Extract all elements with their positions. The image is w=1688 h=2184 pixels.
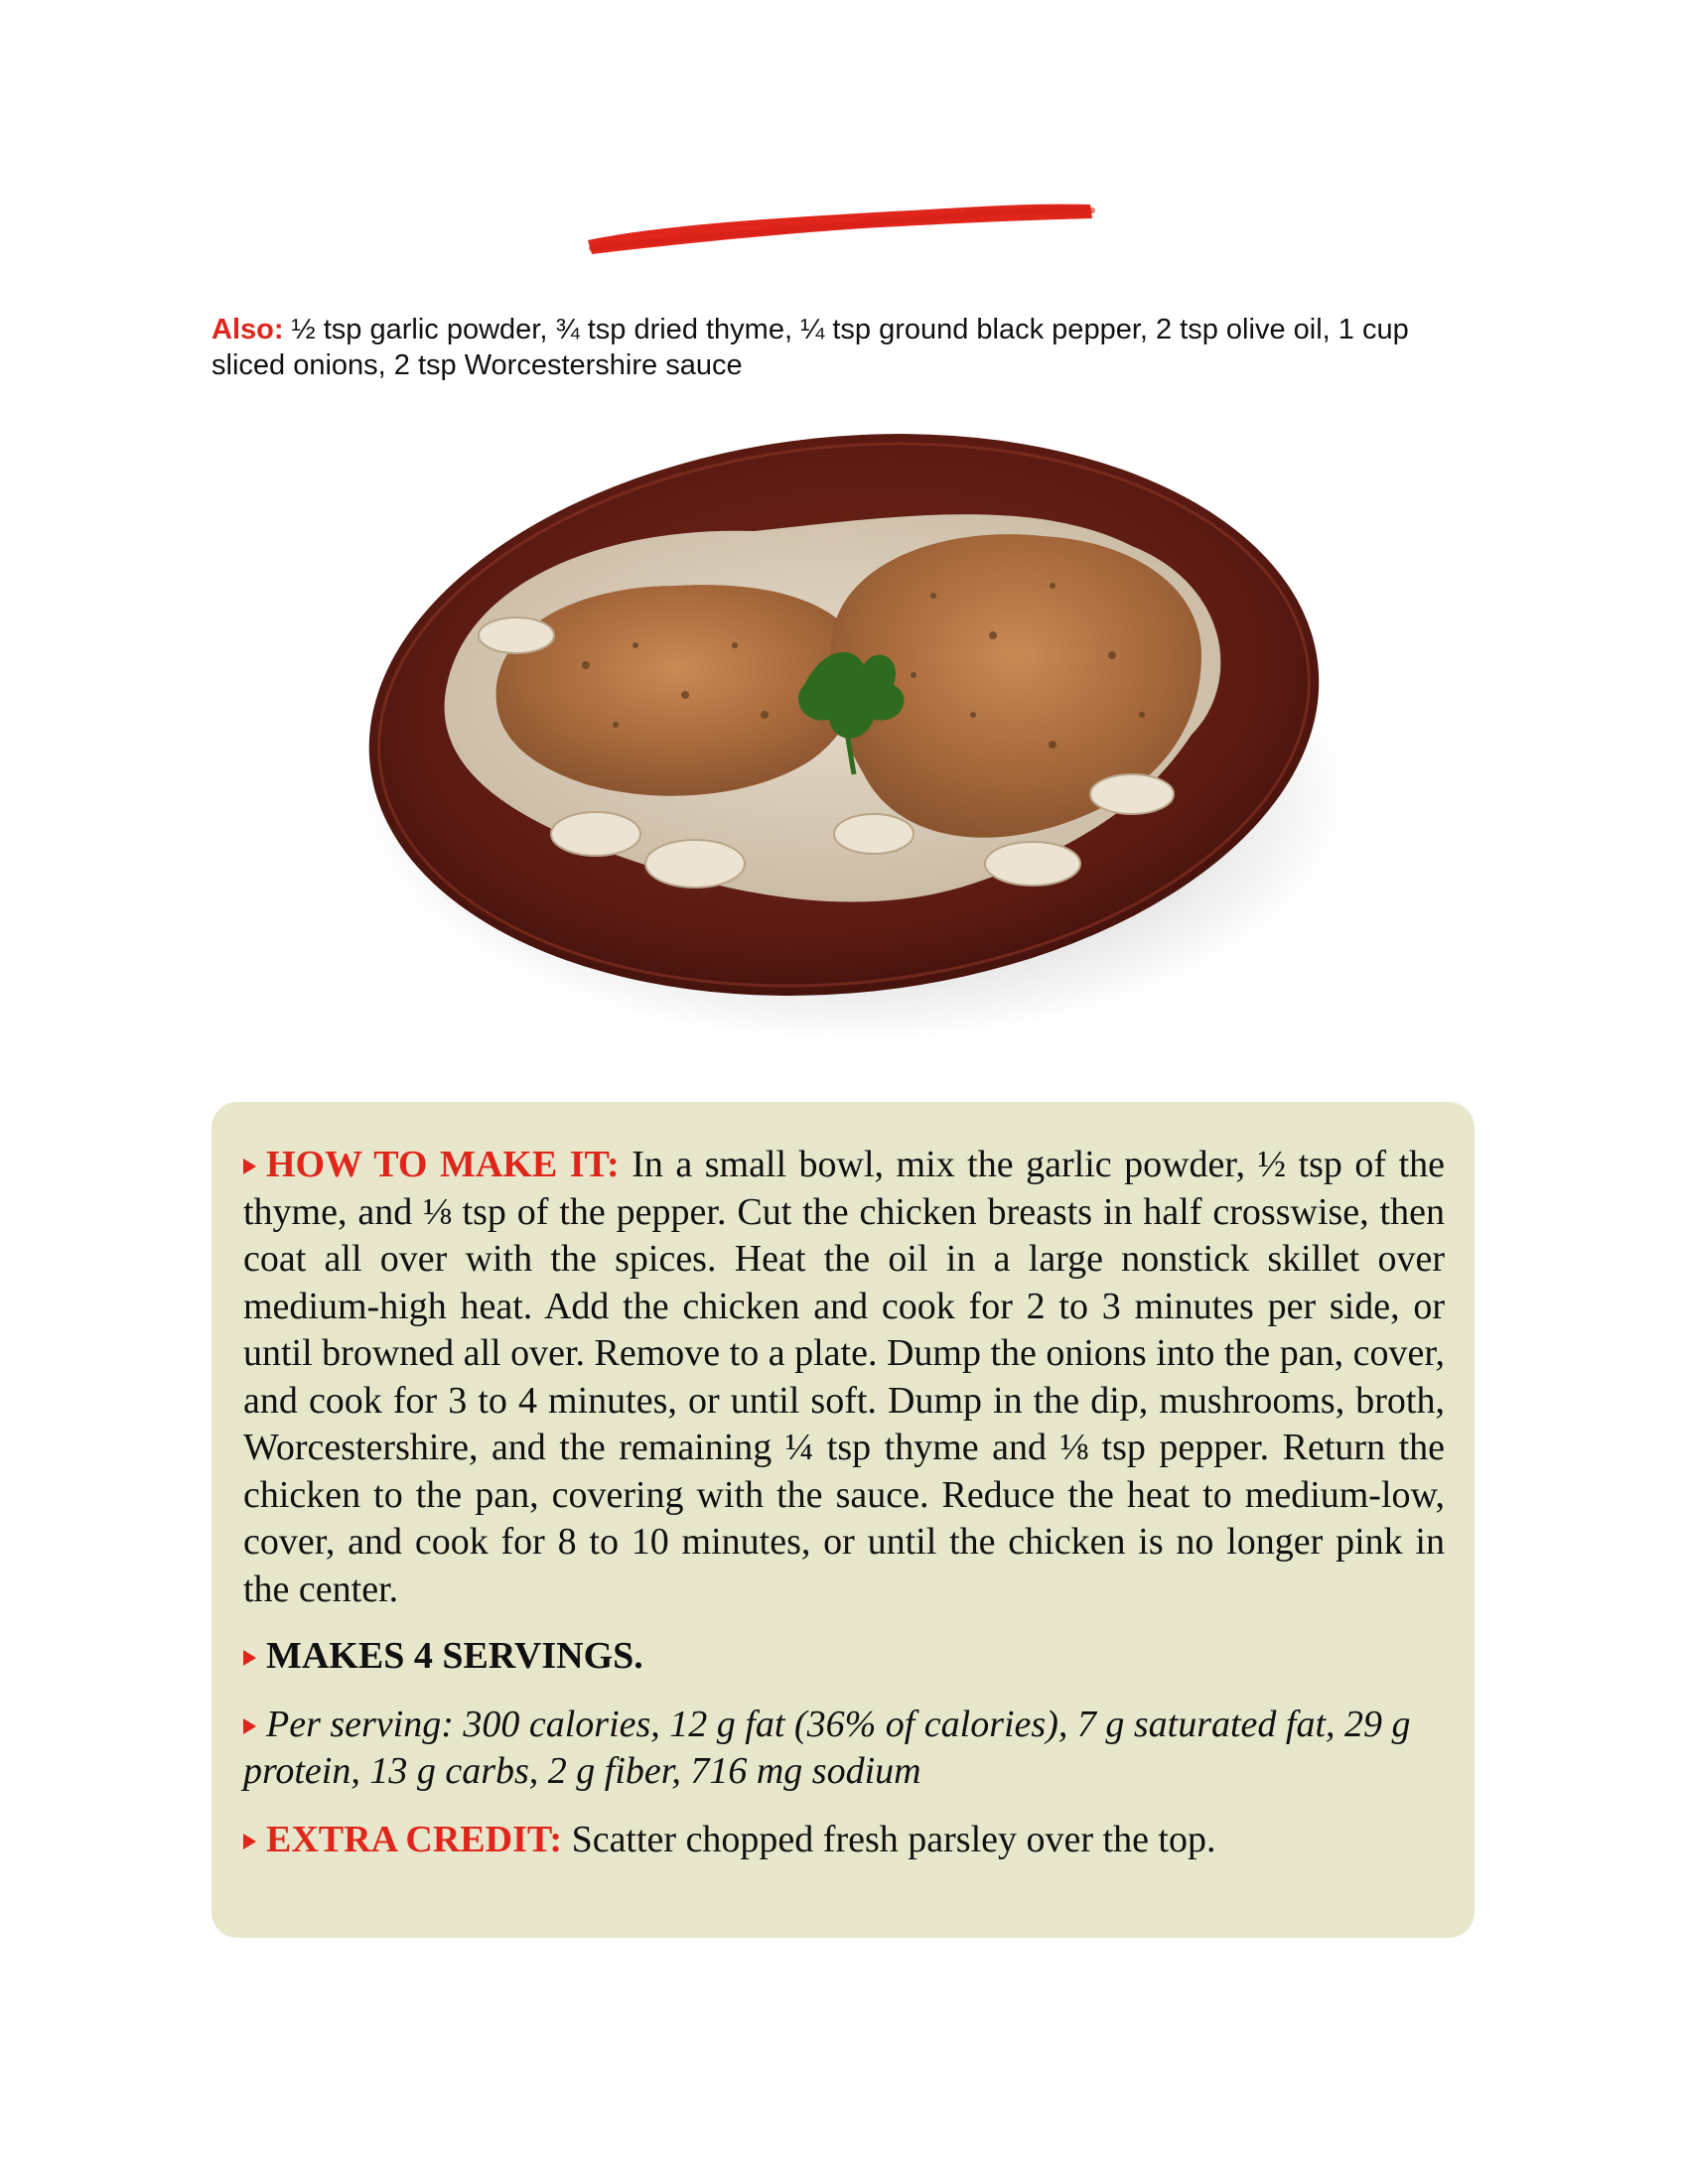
extra-credit-line — [243, 1817, 1445, 1864]
also-ingredients — [211, 312, 1473, 383]
triangle-bullet-icon — [243, 1159, 256, 1174]
triangle-bullet-icon — [243, 1718, 256, 1734]
method-text: In a small bowl, mix the garlic powder, ½ tsp of the thyme, and ⅛ tsp of the pepper. Cut the chicken breasts in half crosswise, then coat all over with the spices. Heat the oil in a large nonstick skillet over medium-high heat. Add the chicken and cook for 2 to 3 minutes per side, or until browned all over. Remove to a plate. Dump the onions into the pan, cover, and cook for 3 to 4 minutes, or until soft. Dump in the dip, mushrooms, broth, Worcestershire, and the remaining ¼ tsp thyme and ⅛ tsp pepper. Return the chicken to the pan, covering with the sauce. Reduce the heat to medium-low, cover, and cook for 8 to 10 minutes, or until the chicken is no longer pink in the center. — [243, 1144, 1446, 1610]
red-brush-stroke-icon — [576, 189, 1102, 268]
triangle-bullet-icon — [243, 1650, 256, 1666]
servings-line — [243, 1633, 1445, 1681]
extra-credit-heading: EXTRA CREDIT: — [266, 1818, 563, 1860]
also-text: ½ tsp garlic powder, ¾ tsp dried thyme, ¼ tsp ground black pepper, 2 tsp olive oil, 1 cup sliced onions, 2 tsp Worcestershire sauce — [211, 314, 1409, 381]
also-label: Also: — [211, 314, 284, 345]
nutrition-line — [243, 1702, 1445, 1796]
triangle-bullet-icon — [243, 1834, 256, 1849]
nutrition-text: Per serving: 300 calories, 12 g fat (36% of calories), 7 g saturated fat, 29 g protein, 13 g carbs, 2 g fiber, 716 mg sodium — [243, 1703, 1411, 1792]
method-heading: HOW TO MAKE IT: — [266, 1144, 620, 1185]
instructions-card — [211, 1102, 1475, 1938]
servings-text: MAKES 4 SERVINGS. — [266, 1635, 643, 1677]
extra-credit-text: Scatter chopped fresh parsley over the top. — [571, 1818, 1216, 1860]
chicken-dish-photo — [338, 417, 1350, 1052]
method-paragraph — [243, 1142, 1445, 1613]
